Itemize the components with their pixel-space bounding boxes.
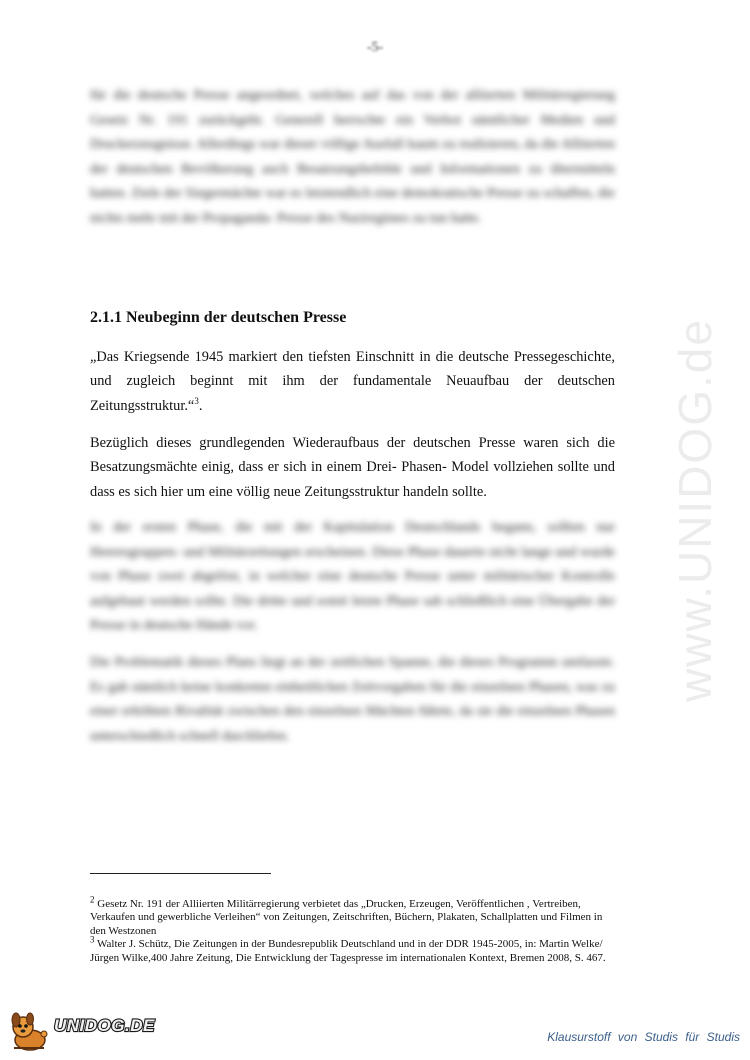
quote-period: . <box>198 397 203 414</box>
body-paragraph-first-phase-blurred: In der ersten Phase, die mit der Kapitulation Deutschlands begann, sollten nur Heeresgruppen- und Militärzeitungen erscheinen. Diese Phase dauerte nicht lange und wurde von Phase zwei abgelöst, in welcher eine deutsche Presse unter militärischer Kontrolle aufgebaut werden sollte. Die dritte und somit letzte Phase sah schließlich eine Übergabe der Presse in deutsche Hände vor. <box>90 520 615 634</box>
watermark-text: www.UNIDOG.de <box>669 318 722 702</box>
quote-paragraph <box>90 345 615 418</box>
body-paragraph-phases: Bezüglich dieses grundlegenden Wiederaufbaus der deutschen Presse waren sich die Besatzungsmächte einig, dass er sich in einem Drei- Phasen- Model vollziehen sollte und dass es sich hier um eine völlig neue Zeitungsstruktur handeln sollte. <box>90 435 615 500</box>
footnote-mark-3: 3 <box>90 934 95 945</box>
tagline: Klausurstoff von Studis für Studis <box>547 1030 740 1044</box>
page-number: -5- <box>366 40 384 55</box>
footnote-2 <box>90 894 610 938</box>
dog-mascot-icon <box>6 1010 52 1054</box>
intro-paragraph-blurred: für die deutsche Presse angeordnet, welches auf das von der alliierten Militärregierung Gesetz Nr. 191 zurückgeht. Generell herrschte ein Verbot sämtlicher Medien und Druckerzeugnisse. Allerdings war dieser völlige Ausfall kaum zu realisieren, da die Alliierten der deutschen Bevölkerung auch Besatzungsbefehle und Informationen zu übermitteln hatten. Ziele der Siegermächte war es letztendlich eine demokratische Presse zu schaffen, die nichts mehr mit der Propaganda- Presse des Naziregimes zu tun hatte. <box>90 88 615 226</box>
footnote-ref-3[interactable]: 3 <box>194 396 199 407</box>
logo-text: UNIDOG.DE <box>54 1016 155 1035</box>
footnote-divider <box>90 873 271 874</box>
footnote-3-text: Walter J. Schütz, Die Zeitungen in der Bundesrepublik Deutschland und in der DDR 1945-2005, in: Martin Welke/ Jürgen Wilke,400 Jahre Zeitung, Die Entwicklung der Tagespresse im internationalen Kontext, Bremen 2008, S. 467. <box>90 938 606 964</box>
unidog-logo[interactable] <box>6 1010 156 1054</box>
footnote-2-text: Gesetz Nr. 191 der Alliierten Militärregierung verbietet das „Drucken, Erzeugen, Veröffentlichen , Vertreiben, Verkaufen und gewerbliche Verleihen“ von Zeitungen, Zeitschriften, Büchern, Plakaten, Schallplatten und Filmen in den Westzonen <box>90 898 603 937</box>
body-paragraph-problem-blurred: Die Problematik dieses Plans liegt an der zeitlichen Spanne, die dieses Programm umfasste. Es gab nämlich keine konkreten einheitlichen Zeitvorgaben für die einzelnen Phasen, was zu einer erhöhten Rivalität zwischen den einzelnen Mächten führte, da sie die einzelnen Phasen unterschiedlich schnell durchliefen. <box>90 655 615 744</box>
footnotes <box>90 894 610 965</box>
footnote-3 <box>90 934 610 965</box>
section-heading: 2.1.1 Neubeginn der deutschen Presse <box>90 309 347 326</box>
watermark <box>665 280 725 740</box>
footnote-mark-2: 2 <box>90 894 95 905</box>
quote-text: „Das Kriegsende 1945 markiert den tiefsten Einschnitt in die deutsche Pressegeschichte, und zugleich beginnt mit ihm der fundamentale Neuaufbau der deutschen Zeitungsstruktur.“ <box>90 349 615 414</box>
